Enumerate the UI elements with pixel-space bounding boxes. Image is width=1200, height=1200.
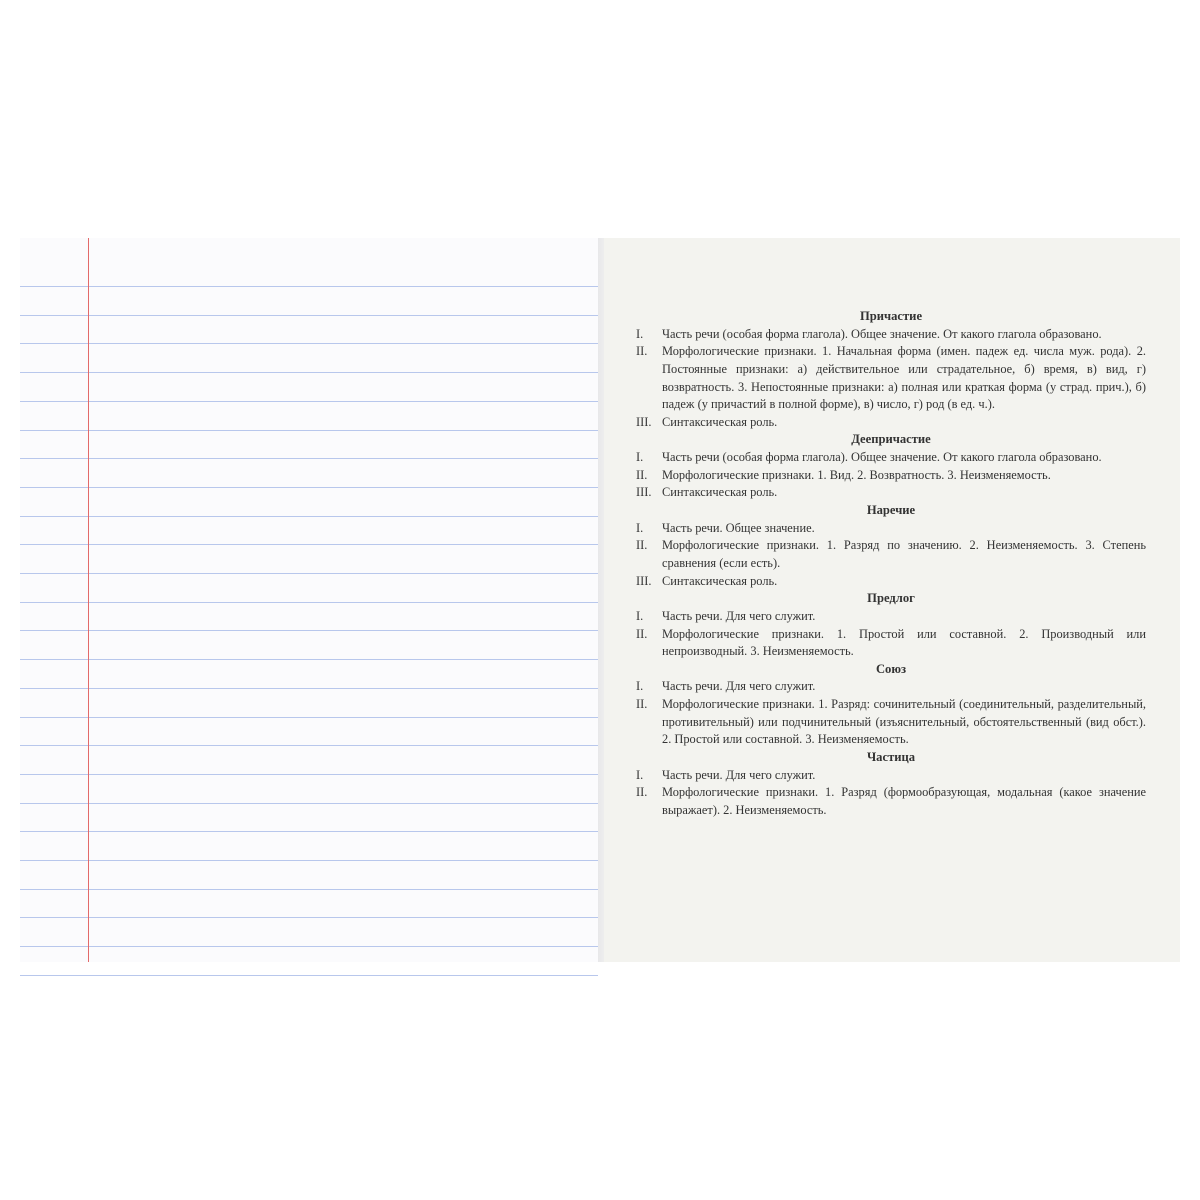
item-number: II. bbox=[636, 697, 648, 712]
item-number: II. bbox=[636, 467, 648, 482]
ruled-line bbox=[20, 573, 598, 574]
item-number: II. bbox=[636, 538, 648, 553]
item-text: Синтаксическая роль. bbox=[662, 414, 778, 429]
ruled-line bbox=[20, 975, 598, 976]
list-item bbox=[636, 537, 1146, 572]
item-text: Часть речи (особая форма глагола). Общее значение. От какого глагола образовано. bbox=[662, 450, 1102, 465]
item-text: Часть речи (особая форма глагола). Общее значение. От какого глагола образовано. bbox=[662, 326, 1102, 341]
item-number: I. bbox=[636, 326, 644, 341]
item-text: Часть речи. Для чего служит. bbox=[662, 767, 816, 782]
item-text: Морфологические признаки. 1. Простой или составной. 2. Производный или непроизводный. 3. Неизменяемость. bbox=[662, 626, 1146, 659]
ruled-line bbox=[20, 286, 598, 287]
list-item bbox=[636, 626, 1146, 661]
ruled-line bbox=[20, 430, 598, 431]
item-number: II. bbox=[636, 626, 648, 641]
ruled-line bbox=[20, 774, 598, 775]
ruled-line bbox=[20, 602, 598, 603]
item-text: Часть речи. Для чего служит. bbox=[662, 679, 816, 694]
item-text: Морфологические признаки. 1. Разряд по значению. 2. Неизменяемость. 3. Степень сравнения (если есть). bbox=[662, 538, 1146, 570]
ruled-line bbox=[20, 458, 598, 459]
item-text: Морфологические признаки. 1. Разряд (формообразующая, модальная (какое значение выражает). 2. Неизменяемость. bbox=[662, 785, 1146, 817]
list-item bbox=[636, 520, 1146, 538]
ruled-line bbox=[20, 401, 598, 402]
item-number: III. bbox=[636, 573, 652, 588]
section-title: Союз bbox=[875, 661, 907, 676]
list-item bbox=[636, 414, 1146, 432]
ruled-line bbox=[20, 803, 598, 804]
ruled-line bbox=[20, 487, 598, 488]
item-number: III. bbox=[636, 414, 652, 429]
ruled-line bbox=[20, 630, 598, 631]
item-number: I. bbox=[636, 608, 644, 623]
ruled-line bbox=[20, 831, 598, 832]
list-item bbox=[636, 449, 1146, 467]
ruled-line bbox=[20, 372, 598, 373]
list-item bbox=[636, 696, 1146, 749]
list-item bbox=[636, 343, 1146, 413]
ruled-line bbox=[20, 688, 598, 689]
list-item bbox=[636, 326, 1146, 344]
ruled-line bbox=[20, 745, 598, 746]
item-text: Синтаксическая роль. bbox=[662, 573, 778, 588]
open-notebook bbox=[20, 238, 1180, 962]
section-title: Наречие bbox=[866, 502, 916, 517]
item-number: I. bbox=[636, 767, 644, 782]
item-number: II. bbox=[636, 344, 648, 359]
list-item bbox=[636, 678, 1146, 696]
ruled-line bbox=[20, 659, 598, 660]
item-number: III. bbox=[636, 485, 652, 500]
item-text: Морфологические признаки. 1. Разряд: сочинительный (соединительный, разделительный, противительный) или подчинительный (изъяснительный, обстоятельственный (вид обст.). 2. Простой или составной. 3. Неизменяемость. bbox=[662, 697, 1146, 747]
ruled-line bbox=[20, 717, 598, 718]
item-text: Часть речи. Общее значение. bbox=[662, 520, 815, 535]
item-text: Морфологические признаки. 1. Вид. 2. Возвратность. 3. Неизменяемость. bbox=[662, 467, 1051, 482]
item-text: Синтаксическая роль. bbox=[662, 485, 778, 500]
red-margin-line bbox=[88, 238, 89, 962]
section-title: Деепричастие bbox=[851, 432, 931, 447]
ruled-line bbox=[20, 917, 598, 918]
item-number: I. bbox=[636, 450, 644, 465]
list-item bbox=[636, 484, 1146, 502]
item-text: Часть речи. Для чего служит. bbox=[662, 608, 816, 623]
ruled-line bbox=[20, 544, 598, 545]
section-title: Предлог bbox=[867, 591, 915, 606]
ruled-line bbox=[20, 946, 598, 947]
item-number: I. bbox=[636, 520, 644, 535]
list-item bbox=[636, 767, 1146, 785]
ruled-lines bbox=[20, 238, 598, 962]
list-item bbox=[636, 608, 1146, 626]
parsing-guide bbox=[636, 308, 1146, 819]
reference-page bbox=[604, 238, 1180, 962]
lined-page bbox=[20, 238, 598, 962]
ruled-line bbox=[20, 343, 598, 344]
item-number: I. bbox=[636, 679, 644, 694]
ruled-line bbox=[20, 860, 598, 861]
section-title: Частица bbox=[866, 749, 916, 764]
section-title: Причастие bbox=[859, 309, 923, 323]
ruled-line bbox=[20, 889, 598, 890]
list-item bbox=[636, 573, 1146, 591]
list-item bbox=[636, 467, 1146, 485]
list-item bbox=[636, 784, 1146, 819]
ruled-line bbox=[20, 516, 598, 517]
item-text: Морфологические признаки. 1. Начальная форма (имен. падеж ед. числа муж. рода). 2. Постоянные признаки: а) действительное или страдательное, б) время, в) вид, г) возвратность. 3. Непостоянные признаки: а) полная или краткая форма (у страд. прич.), б) падеж (у причастий в полной форме), в) число, г) род (в ед. ч.). bbox=[662, 344, 1146, 412]
ruled-line bbox=[20, 315, 598, 316]
item-number: II. bbox=[636, 785, 648, 800]
